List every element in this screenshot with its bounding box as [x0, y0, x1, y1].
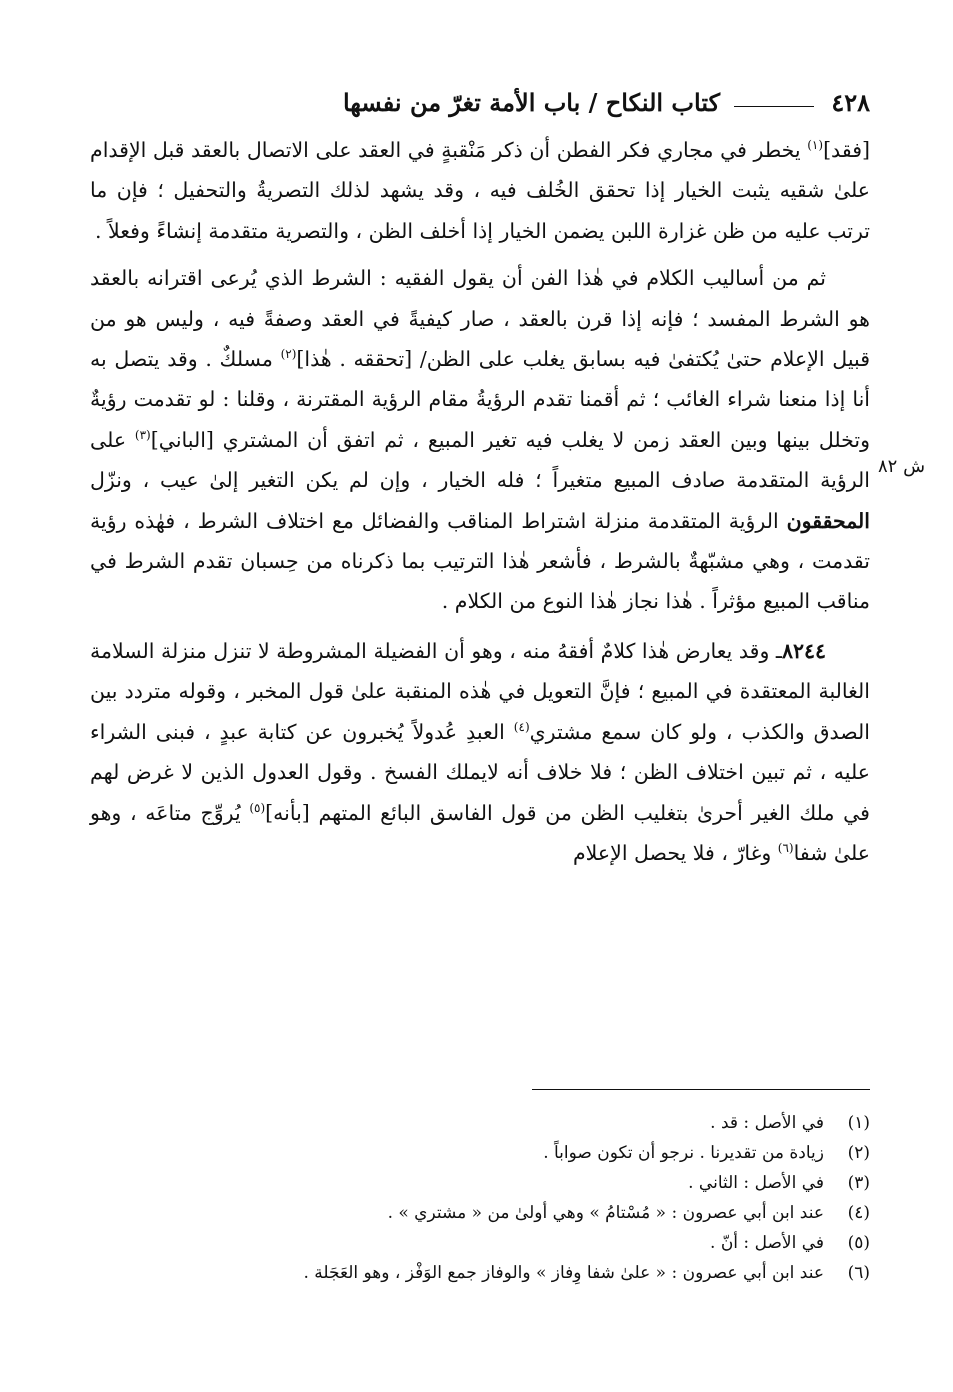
- footnote-1: [200, 1108, 870, 1138]
- footnote-2: [200, 1138, 870, 1168]
- section-number: ٨٢٤٤: [781, 638, 826, 663]
- header-rule: [734, 106, 814, 107]
- footnote-number: (٤): [847, 1203, 870, 1223]
- text-segment: وغارّ ، فلا يحصل الإعلام: [572, 840, 778, 865]
- text-segment: يُروِّج متاعَه ، وهو علىٰ شفا: [90, 800, 870, 865]
- footnote-ref-1: (١): [807, 138, 824, 153]
- text-segment: [فقد]: [823, 138, 870, 162]
- footnote-5: [200, 1228, 870, 1258]
- paragraph-2: [90, 258, 870, 622]
- emphasized-word: المحققون: [786, 508, 870, 533]
- footnote-separator: [532, 1089, 870, 1090]
- footnote-ref-2: (٢): [280, 347, 297, 362]
- running-title: كتاب النكاح / باب الأمة تغرّ من نفسها: [342, 88, 720, 117]
- footnote-ref-6: (٦): [777, 841, 794, 856]
- text-segment: ثم من أساليب الكلام في هٰذا الفن أن يقول الفقيه : الشرط الذي يُرعى اقترانه بالعقد هو الشرط المفسد ؛ فإنه إذا قرن بالعقد ، صار كيفيةً في العقد وصفةً فيه ، وليس هو من قبيل الإعلام حتىٰ يُكتفىٰ فيه بسابق يغلب على الظن/ [تحققه . هٰذا]: [90, 266, 870, 372]
- footnote-number: (٦): [847, 1263, 870, 1283]
- text-segment: على الرؤية المتقدمة صادف المبيع متغيراً ؛ فله الخيار ، وإن لم يكن التغير إلىٰ عيب ، ونزّل: [90, 427, 870, 493]
- footnote-text: زيادة من تقديرنا . نرجو أن تكون صواباً .: [543, 1143, 824, 1163]
- footnote-text: في الأصل : أنّ .: [710, 1233, 824, 1253]
- footnote-number: (٣): [847, 1173, 870, 1193]
- margin-manuscript-note: ش ٨٢: [878, 456, 926, 477]
- footnote-ref-5: (٥): [249, 800, 266, 815]
- main-text: [90, 130, 870, 873]
- running-header: [90, 86, 870, 120]
- paragraph-3: [90, 631, 870, 873]
- footnote-number: (٢): [847, 1143, 870, 1163]
- footnote-4: [200, 1198, 870, 1228]
- text-segment: الرؤية المتقدمة منزلة اشتراط المناقب والفضائل مع اختلاف الشرط ، فهٰذه رؤية تقدمت ، وهي مشبّهةٌ بالشرط ، فأشعر هٰذا الترتيب بما ذكرناه من حِسبان تقدم الشرط في مناقب المبيع مؤثراً . هٰذا نجاز هٰذا النوع من الكلام .: [90, 508, 870, 614]
- paragraph-1: [90, 130, 870, 251]
- footnote-text: عند ابن أبي عصرون : « علىٰ شفا وِفاز » والوفاز جمع الوَفْز ، وهو العَجَلة .: [303, 1263, 824, 1283]
- footnote-ref-4: (٤): [513, 719, 530, 734]
- footnote-number: (١): [847, 1113, 870, 1133]
- footnote-text: عند ابن أبي عصرون : « مُسْتامُ » وهي أولىٰ من « مشتري » .: [387, 1203, 824, 1223]
- footnote-ref-3: (٣): [134, 428, 151, 443]
- text-segment: مسلكٌ . وقد يتصل به أنا إذا منعنا شراء الغائب ؛ ثم أقمنا تقدم الرؤيةُ مقام الرؤية المقترنة ، وقلنا : لو تقدمت رؤيةٌ وتخلل بينها وبين العقد زمن لا يغلب فيه تغير المبيع ، ثم اتفق أن المشتري [الباني]: [90, 347, 871, 452]
- footnote-text: في الأصل : الثاني .: [688, 1173, 824, 1193]
- text-segment: يخطر في مجاري فكر الفطن أن ذكر مَنْقبةٍ في العقد على الاتصال بالعقد قبل الإقدام علىٰ شقيه يثبت الخيار إذا تحقق الخُلف فيه ، وقد يشهد لذلك التصريةُ والتحفيل ؛ فإن ما ترتب عليه من ظن غزارة اللبن يضمن الخيار إذا أخلف الظن ، والتصرية متقدمة إنشاءً وفعلاً .: [90, 138, 870, 243]
- text-segment: العبدِ عُدولاً يُخبرون عن كتابة عبدٍ ، فبنى الشراء عليه ، ثم تبين اختلاف الظن ؛ فلا خلاف أنه لايملك الفسخ . وقول العدول الذين لا غرض لهم في ملك الغير أحرىٰ بتغليب الظن من قول الفاسق البائع المتهم [بأنه]: [90, 719, 870, 825]
- footnote-6: [200, 1258, 870, 1288]
- footnote-3: [200, 1168, 870, 1198]
- page-number: ٤٢٨: [831, 88, 870, 117]
- text-segment: ـ وقد يعارض هٰذا كلامٌ أفقهُ منه ، وهو أن الفضيلة المشروطة لا تنزل منزلة السلامة الغالبة المعتقدة في المبيع ؛ فإنَّ التعويل في هٰذه المنقبة علىٰ قول المخبر ، وقوله متردد بين الصدق والكذب ، ولو كان سمع مشتري: [90, 638, 870, 744]
- footnote-text: في الأصل : قد .: [710, 1113, 824, 1133]
- footnote-number: (٥): [847, 1233, 870, 1253]
- footnotes: [200, 1108, 870, 1288]
